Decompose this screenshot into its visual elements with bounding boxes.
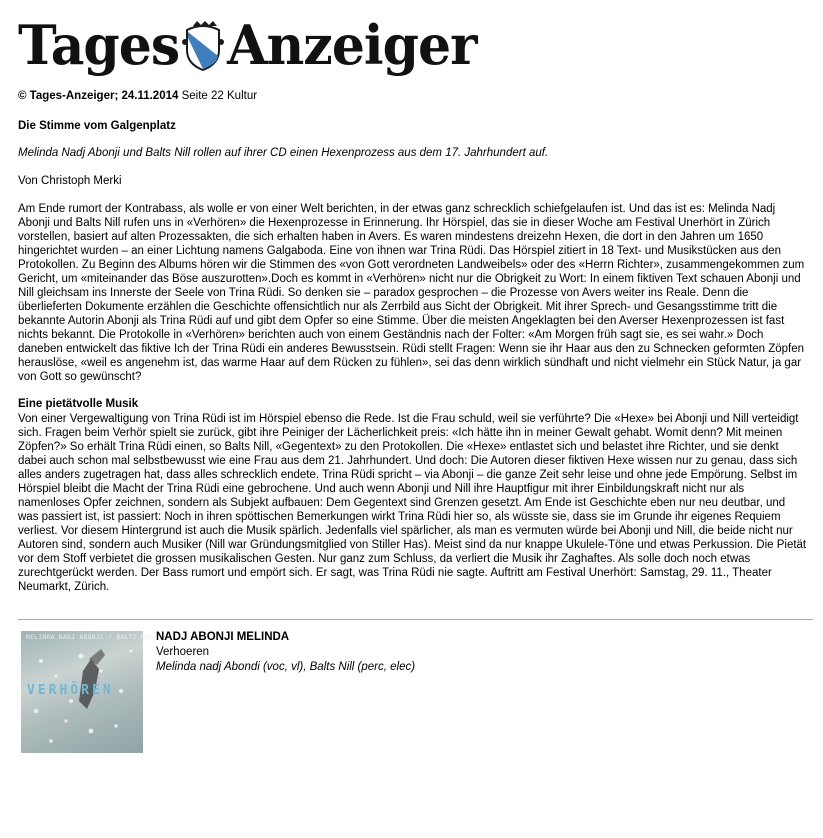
album-cover-word: VERHÖREN	[27, 683, 114, 698]
masthead-word-right: Anzeiger	[227, 13, 477, 78]
page-section: Seite 22 Kultur	[181, 90, 258, 102]
album-info	[156, 630, 415, 675]
article-lead: Melinda Nadj Abonji und Balts Nill rollen auf ihrer CD einen Hexenprozess aus dem 17. Jahrhundert auf.	[18, 147, 549, 159]
article-body-paragraph-2: Von einer Vergewaltigung von Trina Rüdi ist im Hörspiel ebenso die Rede. Ist die Frau schuld, weil sie verführte? Die «Hexe» bei Abonji und Nill verteidigt sich. Fragen beim Verhör spielt sie zurück, gibt ihre Peiniger der Lächerlichkeit preis: «Ich hätte ihn in meiner Gewalt gehabt. Womit denn? Mit meinen Zöpfen?» So erhält Trina Rüdi einen, so Balts Nill, «Gegentext» zu den Protokollen. Die «Hexe» entlastet sich und belastet ihre Richter, und sie denkt dabei auch schon mal selbstbewusst wie eine Frau aus dem 21. Jahrhundert. Und doch: Die Autoren dieser fiktiven Hexe wissen nur zu genau, dass sich alles anders zugetragen hat, dass alles schrecklich endete. Trina Rüdi spricht – via Abonji – die ganze Zeit sehr leise und ohne jede Empörung. Selbst im Hörspiel bleibt die Macht der Trina Rüdi eine gebrochene. Und auch wenn Abonji und Nill ihre Hauptfigur mit ihrer Einbildungskraft nicht nur als namenloses Opfer zeichnen, sondern als Subjekt aufbauen: Dem Gegentext sind Grenzen gesetzt. Am Ende ist Geschichte eben nur neu deutbar, und was passiert ist, ist passiert: Noch in ihren spöttischen Bemerkungen wirkt Trina Rüdi hier so, als wüsste sie, dass sie im Grunde ihr eigenes Requiem verliest. Vor diesem Hintergrund ist auch die Musik spärlich. Jedenfalls viel spärlicher, als man es vermuten würde bei Abonji und Nill, die beide nicht nur Autoren sind, sondern auch Musiker (Nill war Gründungsmitglied von Stiller Has). Meist sind da nur knappe Ukulele-Töne und etwas Perkussion. Die Pietät vor dem Stoff verbietet die grossen musikalischen Gesten. Nur ganz zum Schluss, da verliert die Musik ihr Zaghaftes. Als solle doch noch etwas zurechtgerückt werden. Der Bass rumort und empört sich. Er sagt, was Trina Rüdi nie sagte. Auftritt am Festival Unerhört: Samstag, 29. 11., Theater Neumarkt, Zürich.	[18, 413, 807, 593]
source-date: © Tages-Anzeiger; 24.11.2014	[18, 90, 179, 102]
album-cover-image	[21, 631, 158, 753]
divider-line	[18, 619, 813, 620]
article-headline: Die Stimme vom Galgenplatz	[18, 120, 176, 132]
zurich-crest-icon	[181, 20, 225, 72]
album-title: Verhoeren	[156, 646, 210, 658]
masthead-word-left: Tages	[18, 13, 180, 78]
article-subheading: Eine pietätvolle Musik	[18, 398, 139, 410]
article-body-paragraph-1: Am Ende rumort der Kontrabass, als wolle er von einer Welt berichten, in der etwas ganz schrecklich schiefgelaufen ist. Und das ist es: Melinda Nadj Abonji und Balts Nill rufen uns in «Verhören» die Hexenprozesse in Erinnerung. Ihr Hörspiel, das sie in dieser Woche am Festival Unerhört in Zürich vorstellen, basiert auf alten Prozessakten, die sich erhalten haben in Avers. Es waren mindestens dreizehn Hexen, die dort in den Jahren um 1650 hingerichtet wurden – an einer Lichtung namens Galgaboda. Eine von ihnen war Trina Rüdi. Das Hörspiel zitiert in 18 Text- und Musikstücken aus den Protokollen. Zu Beginn des Albums hören wir die Stimmen des «von Gott verordneten Landweibels» oder des «Herrn Richter», zusammengekommen zum Gericht, um «miteinander das Böse auszurotten».Doch es kommt in «Verhören» nicht nur die Obrigkeit zu Wort: In einem fiktiven Text schauen Abonji und Nill gleichsam ins Innerste der Seele von Trina Rüdi. So denken sie – paradox gesprochen – die Prozesse von Avers weiter ins Reale. Denn die überlieferten Dokumente erzählen die Geschichte offensichtlich nur als Zerrbild aus Sicht der Obrigkeit. Mit ihrer Sprech- und Gesangsstimme tritt die bekannte Autorin Abonji als Trina Rüdi auf und gibt dem Opfer so eine Stimme. Über die meisten Angeklagten bei den Averser Hexenprozessen ist fast nichts bekannt. Die Protokolle in «Verhören» berichten auch von einem Geständnis nach der Folter: «Am Morgen früh sagt sie, es sei wahr.» Doch daneben entwickelt das fiktive Ich der Trina Rüdi ein anderes Bewusstsein. Rüdi stellt Fragen: Wenn sie ihr Haar aus den zu Schnecken geformten Zöpfen herauslöse, «weil es angenehm ist, das warme Haar auf dem Rücken zu fühlen», sei das denn wirklich sündhaft und nicht vielmehr ein Stück Natur, ja gar von Gott so gewünscht?	[18, 203, 805, 383]
album-cover-title: MELINDA NADJ ABONJI / BALTS NILL	[26, 634, 158, 641]
album-musicians: Melinda nadj Abondi (voc, vl), Balts Nill (perc, elec)	[156, 661, 416, 673]
publication-meta	[18, 90, 257, 102]
article-byline: Von Christoph Merki	[18, 175, 122, 187]
album-artist: NADJ ABONJI MELINDA	[156, 631, 290, 643]
masthead-logo	[18, 14, 477, 78]
